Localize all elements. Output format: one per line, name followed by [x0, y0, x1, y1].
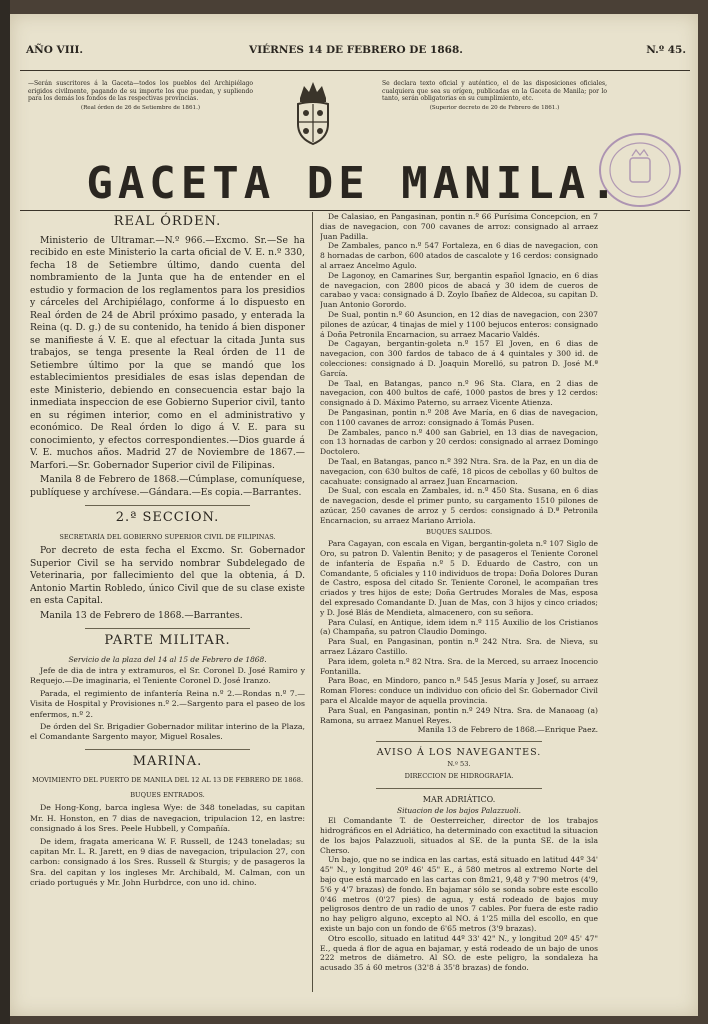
marina-body-1: De Hong-Kong, barca inglesa Wye: de 348 toneladas, su capitan Mr. H. Honston, en 7 dias de navegacion, tripulacion 12, en lastre: consignado á los Sres. Peele Hubbell, y Compañía. [30, 803, 305, 834]
marina-title: MARINA. [132, 753, 203, 769]
parte-militar-sub: Servicio de la plaza del 14 al 15 de Febrero de 1868. [68, 654, 267, 664]
column-divider [312, 212, 313, 992]
buques-salidos-label: BUQUES SALIDOS. [425, 527, 493, 536]
section-divider [85, 749, 250, 750]
arrival-entry: De Sual, con escala en Zambales, id. n.º 450 Sta. Susana, en 6 dias de navegacion, desde el primer punto, su cargamento 1510 pilones de azúcar, 250 cavanes de arroz y 5 cerdos: consignado á D.ª Petronila Encarnacion, su arraez Mariano Arriola. [320, 486, 598, 525]
book-spine [0, 0, 10, 1024]
notice-right-text: Se declara texto oficial y auténtico, el de las disposiciones oficiales, cualquiera que sea su orígen, publicadas en la Gaceta de Manila; por lo tanto, serán obligatorias en su cumplimiento, etc. [382, 80, 607, 103]
mar-adriatico-body: Un bajo, que no se indica en las cartas, está situado en latitud 44º 34' 45" N., y longitud 20º 46' 45" E., á 580 metros al extremo Norte del bajo que está marcado en las cartas con 8m21, 9,48 y 7'90 metros (4'9, 5'6 y 4'7 brazas) de fondo. En bajamar sólo se sonda sobre este escollo 0'46 metros (0'27 pies) de agua, y está rodeado de bajos muy peligrosos dentro de un radio de unos 7 cables. Por fuera de este radio no hay peligro alguno, excepto al NO. á 1'25 milla del escollo, en que existe un bajo con un fondo de 6'65 metros (3'9 brazas). [320, 855, 598, 933]
arrival-entry: De Taal, en Batangas, panco n.º 392 Ntra. Sra. de la Paz, en un dia de navegacion, con 630 bultos de café, 18 picos de cebollas y 60 bultos de cacahuate: consignado al arraez Juan Encarnacion. [320, 456, 598, 486]
seccion-2-body: Por decreto de esta fecha el Excmo. Sr. Gobernador Superior Civil se ha servido nombrar Subdelegado de Veterinaria, por fallecimiento del que la obtenia, á D. Antonio Martin Robledo, único Civil que de su clase existe en esta Capital. [30, 545, 305, 606]
marina-body-2: De idem, fragata americana W. F. Russell, de 1243 toneladas; su capitan Mr. L. R. Jarett, en 9 dias de navegacion, tripulacion 27, con carbon: consignado á los Sres. Russell & Sturgis; y de pasageros la Sra. del capitan y los ingleses Mr. Archibald, M. Calman, con un criado portugués y Mr. John Hurbdrce, con uno id. chino. [30, 836, 305, 888]
departure-entry: Para Boac, en Mindoro, panco n.º 545 Jesus María y Josef, su arraez Roman Flores: conduce un individuo con oficio del Sr. Gobernador Civil para el Alcalde mayor de aquella provincia. [320, 676, 598, 706]
mar-adriatico-body: El Comandante T. de Oesterreicher, director de los trabajos hidrográficos en el Adriático, ha determinado con exactitud la situacion de los bajos Palazzuoli, situados al SE. de la punta SE. de la isla Cherso. [320, 816, 598, 855]
notice-right-ref: (Superior decreto de 20 de Febrero de 1861.) [429, 104, 560, 111]
departure-entry: Para Sual, en Pangasinan, pontin n.º 242 Ntra. Sra. de Nieva, su arraez Lázaro Castillo. [320, 637, 598, 657]
mar-adriatico-title: MAR ADRIÁTICO. [422, 794, 496, 804]
departure-entry: Para Culasí, en Antique, idem idem n.º 115 Auxilio de los Cristianos (a) Champaña, su patron Claudio Domingo. [320, 617, 598, 637]
right-column [320, 212, 598, 992]
arrival-entry: De Calasiao, en Pangasinan, pontin n.º 66 Purísima Concepcion, en 7 dias de navegacion, con 700 cavanes de arroz: consignado al arraez Juan Padilla. [320, 212, 598, 241]
issue-number: N.º 45. [646, 44, 686, 56]
real-orden-title: REAL ÓRDEN. [113, 214, 222, 229]
section-divider [85, 505, 250, 506]
royal-crest-icon [290, 80, 336, 146]
parte-militar-title: PARTE MILITAR. [104, 633, 231, 648]
parte-militar-body-1: Jefe de dia de intra y extramuros, el Sr. Coronel D. José Ramiro y Requejo.—De imaginaria, el Teniente Coronel D. José Iranzo. [30, 666, 305, 686]
mar-adriatico-body: Otro escollo, situado en latitud 44º 33' 42" N., y longitud 20º 45' 47" E., queda á flor de agua en bajamar, y está rodeado de un bajo de unos 222 metros de diámetro. Al SO. de este peligro, la sondaleza ha acusado 35 á 60 metros (32'8 á 35'8 brazas) de fondo. [320, 933, 598, 973]
seccion-2-footer: Manila 13 de Febrero de 1868.—Barrantes. [40, 609, 243, 621]
notice-left-text: —Serán suscritores á la Gaceta—todos los pueblos del Archipiélago erigidos civilmente, pagando de su importe los que puedan, y supliendo para los demás los fondos de las respectivas provincias. [28, 80, 253, 103]
real-orden-body: Ministerio de Ultramar.—N.º 966.—Excmo. Sr.—Se ha recibido en este Ministerio la carta oficial de V. E. n.º 330, fecha 18 de Setiembre último, dando cuenta del nombramiento de la Junta que ha de entender en el estudio y formacion de los reglamentos para los presidios y cárceles del Archipiélago, conforme á lo dispuesto en Real órden de 24 de Abril próximo pasado, y enterada la Reina (q. D. g.) de su contenido, ha tenido á bien disponer se manifieste á V. E. que al efectuar la citada Junta sus trabajos, se tenga presente la Real órden de 11 de Setiembre último por la que se mandó que los establecimientos presidiales de esas islas dependan de este Ministerio, debiendo en consecuencia estar bajo la inmediata inspeccion de ese Gobierno Superior civil, tanto en su régimen interior, como en el administrativo y económico. De Real órden lo digo á V. E. para su conocimiento, y efectos correspondientes.—Dios guarde á V. E. muchos años. Madrid 27 de Noviembre de 1867.—Marfori.—Sr. Gobernador Superior civil de Filipinas. [30, 234, 305, 471]
header-rule [20, 70, 690, 71]
arrival-entry: De Taal, en Batangas, panco n.º 96 Sta. Clara, en 2 dias de navegacion, con 400 bultos de café, 1000 pastos de bres y 12 cerdos: consignado á D. Máximo Paterno, su arraez Vicente Atienza. [320, 378, 598, 408]
section-divider [376, 788, 543, 789]
departure-entry: Para Sual, en Pangasinan, pontin n.º 249 Ntra. Sra. de Manaoag (a) Ramona, su arraez Manuel Reyes. [320, 705, 598, 725]
arrival-entry: De Cagayan, bergantin-goleta n.º 157 El Joven, en 6 dias de navegacion, con 300 fardos de tabaco de á 4 quintales y 300 id. de colecciones: consignado á D. Joaquin Morelló, su patron D. José M.ª García. [320, 339, 598, 378]
marina-sub: MOVIMIENTO DEL PUERTO DE MANILA DEL 12 AL 13 DE FEBRERO DE 1868. [31, 776, 304, 785]
year-label: AÑO VIII. [26, 44, 84, 56]
masthead-rule [20, 210, 690, 211]
mar-adriatico-sub: Situacion de los bajos Palazzuoli. [397, 806, 521, 816]
seccion-2-title: 2.ª SECCION. [115, 510, 220, 525]
notice-right [382, 80, 607, 112]
section-divider [376, 741, 543, 742]
date-label: VIÉRNES 14 DE FEBRERO DE 1868. [249, 44, 463, 56]
arrival-entry: De Pangasinan, pontin n.º 208 Ave María, en 6 dias de navegacion, con 1100 cavanes de arroz: consignado á Tomás Pusen. [320, 407, 598, 427]
parte-militar-body-3: De órden del Sr. Brigadier Gobernador militar interino de la Plaza, el Comandante Sargento mayor, Miguel Rosales. [30, 722, 305, 742]
aviso-sub: DIRECCION DE HIDROGRAFÍA. [404, 771, 514, 780]
masthead-title: GACETA DE MANILA. [86, 158, 622, 209]
real-orden-footer: Manila 8 de Febrero de 1868.—Cúmplase, comuníquese, publíquese y archívese.—Gándara.—Es copia.—Barrantes. [30, 474, 305, 498]
arrival-entry: De Zambales, panco n.º 547 Fortaleza, en 6 dias de navegacion, con 8 hornadas de carbon, 600 atados de cascalote y 16 cerdos: consignado al arraez Ancelmo Agulo. [320, 241, 598, 270]
parte-militar-body-2: Parada, el regimiento de infantería Reina n.º 2.—Rondas n.º 7.—Visita de Hospital y Provisiones n.º 2.—Sargento para el paseo de los enfermos, n.º 2. [30, 688, 305, 719]
seccion-2-sub: SECRETARÍA DEL GOBIERNO SUPERIOR CIVIL DE FILIPINAS. [59, 532, 276, 541]
marina-signature: Manila 13 de Febrero de 1868.—Enrique Paez. [417, 725, 598, 735]
aviso-number: N.º 53. [447, 760, 471, 769]
aviso-title: AVISO Á LOS NAVEGANTES. [376, 747, 542, 759]
notice-left [28, 80, 253, 112]
left-column [30, 212, 305, 992]
arrival-entry: De Lagonoy, en Camarines Sur, bergantin español Ignacio, en 6 dias de navegacion, con 2800 picos de abacá y 30 idem de cueros de carabao y vaca: consignado á D. Zoylo Ibañez de Aldecoa, su capitan D. Juan Antonio Gorordo. [320, 270, 598, 310]
departure-entry: Para idem, goleta n.º 82 Ntra. Sra. de la Merced, su arraez Inocencio Fontanilla. [320, 656, 598, 676]
notice-left-ref: (Real órden de 26 de Setiembre de 1861.) [80, 104, 201, 111]
arrival-entry: De Sual, pontin n.º 60 Asuncion, en 12 dias de navegacion, con 2307 pilones de azúcar, 4 tinajas de miel y 1100 bejucos enteros: consignado á Doña Petronila Encarnacion, su arraez Macario Valdés. [320, 309, 598, 339]
buques-entrados-label: BUQUES ENTRADOS. [130, 790, 205, 799]
section-divider [85, 628, 250, 629]
arrival-entry: De Zambales, panco n.º 400 san Gabriel, en 13 dias de navegacion, con 13 hornadas de carbon y 20 cerdos: consignado al arraez Domingo Doctolero. [320, 427, 598, 457]
departure-entry: Para Cagayan, con escala en Vigan, bergantin-goleta n.º 107 Siglo de Oro, su patron D. Valentin Benito; y de pasageros el Teniente Coronel de infantería de España n.º 5 D. Eduardo de Castro, con un Comandante, 5 oficiales y 110 individuos de tropa: Doña Dolores Duran de Castro, esposa del citado Sr. Teniente Coronel, le acompañan tres criados y tres hijos de este; Doña Gertrudes Morales de Mas, esposa del expresado Comandante D. Juan de Mas, con 3 hijos y cinco criados; y D. José Blás de Mendieta, almacenero, con su señora. [320, 539, 598, 617]
